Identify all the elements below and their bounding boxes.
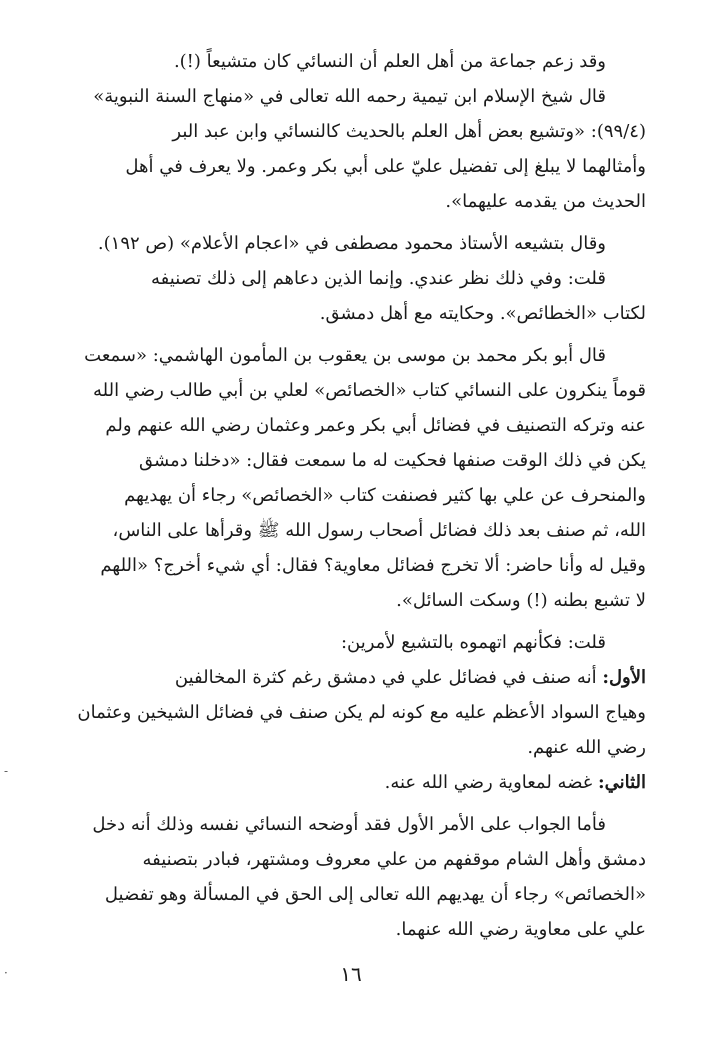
paragraph-7 (50, 807, 646, 947)
text-line: والمنحرف عن علي بها كثير فصنفت كتاب «الخصائص» رجاء أن يهديهم (124, 485, 646, 506)
text-line: وهياج السواد الأعظم عليه مع كونه لم يكن صنف في فضائل الشيخين وعثمان (77, 702, 646, 723)
text-line: قال أبو بكر محمد بن موسى بن يعقوب بن المأمون الهاشمي: «سمعت (84, 345, 606, 366)
text-line: لا تشبع بطنه (!) وسكت السائل». (396, 590, 646, 611)
text-line: دمشق وأهل الشام موقفهم من علي معروف ومشتهر، فبادر بتصنيفه (142, 849, 646, 870)
text-line: قلت: فكأنهم اتهموه بالتشيع لأمرين: (340, 632, 606, 653)
text-line: غضه لمعاوية رضي الله عنه. (384, 772, 598, 793)
text-line: قوماً ينكرون على النسائي كتاب «الخصائص» لعلي بن أبي طالب رضي الله (93, 380, 646, 401)
text-line: وقيل له وأنا حاضر: ألا تخرج فضائل معاوية؟ فقال: أي شيء أخرج؟ «اللهم (100, 555, 646, 576)
text-line: لكتاب «الخطائص». وحكايته مع أهل دمشق. (319, 303, 646, 324)
paragraph-1 (50, 44, 646, 219)
text-line: فأما الجواب على الأمر الأول فقد أوضحه النسائي نفسه وذلك أنه دخل (92, 814, 606, 835)
text-line: يكن في ذلك الوقت صنفها فحكيت له ما سمعت فقال: «دخلنا دمشق (138, 450, 646, 471)
first-reason-label: الأول: (602, 667, 646, 688)
text-line: الحديث من يقدمه عليهما». (445, 191, 646, 212)
text-line: وأمثالهما لا يبلغ إلى تفضيل عليّ على أبي بكر وعمر. ولا يعرف في أهل (125, 156, 646, 177)
text-line: (٩٩/٤): «وتشيع بعض أهل العلم بالحديث كالنسائي وابن عبد البر (172, 121, 646, 142)
scan-artifact: - (4, 764, 9, 778)
text-line: عنه وتركه التصنيف في فضائل أبي بكر وعمر وعثمان رضي الله عنهم ولم (105, 415, 646, 436)
paragraph-first-reason (50, 660, 646, 765)
paragraph-3 (50, 338, 646, 618)
text-line: قلت: وفي ذلك نظر عندي. وإنما الذين دعاهم إلى ذلك تصنيفه (151, 268, 606, 289)
scan-artifact: · (4, 966, 8, 980)
second-reason-label: الثاني: (597, 772, 646, 793)
paragraph-2 (50, 226, 646, 331)
text-line: وقد زعم جماعة من أهل العلم أن النسائي كان متشيعاً (!). (173, 51, 606, 72)
paragraph-4 (50, 625, 646, 660)
text-line: قال شيخ الإسلام ابن تيمية رحمه الله تعالى في «منهاج السنة النبوية» (93, 86, 606, 107)
text-line: أنه صنف في فضائل علي في دمشق رغم كثرة المخالفين (174, 667, 603, 688)
page-number: ١٦ (340, 962, 362, 986)
text-line: وقال بتشيعه الأستاذ محمود مصطفى في «اعجام الأعلام» (ص ١٩٢). (97, 233, 606, 254)
text-line: علي على معاوية رضي الله عنهما. (395, 919, 646, 940)
text-line: «الخصائص» رجاء أن يهديهم الله تعالى إلى الحق في المسألة وهو تفضيل (104, 884, 646, 905)
text-line: الله، ثم صنف بعد ذلك فضائل أصحاب رسول الله ﷺ وقرأها على الناس، (112, 520, 646, 541)
page-body (50, 44, 646, 947)
text-line: رضي الله عنهم. (527, 737, 646, 758)
paragraph-second-reason (50, 765, 646, 800)
